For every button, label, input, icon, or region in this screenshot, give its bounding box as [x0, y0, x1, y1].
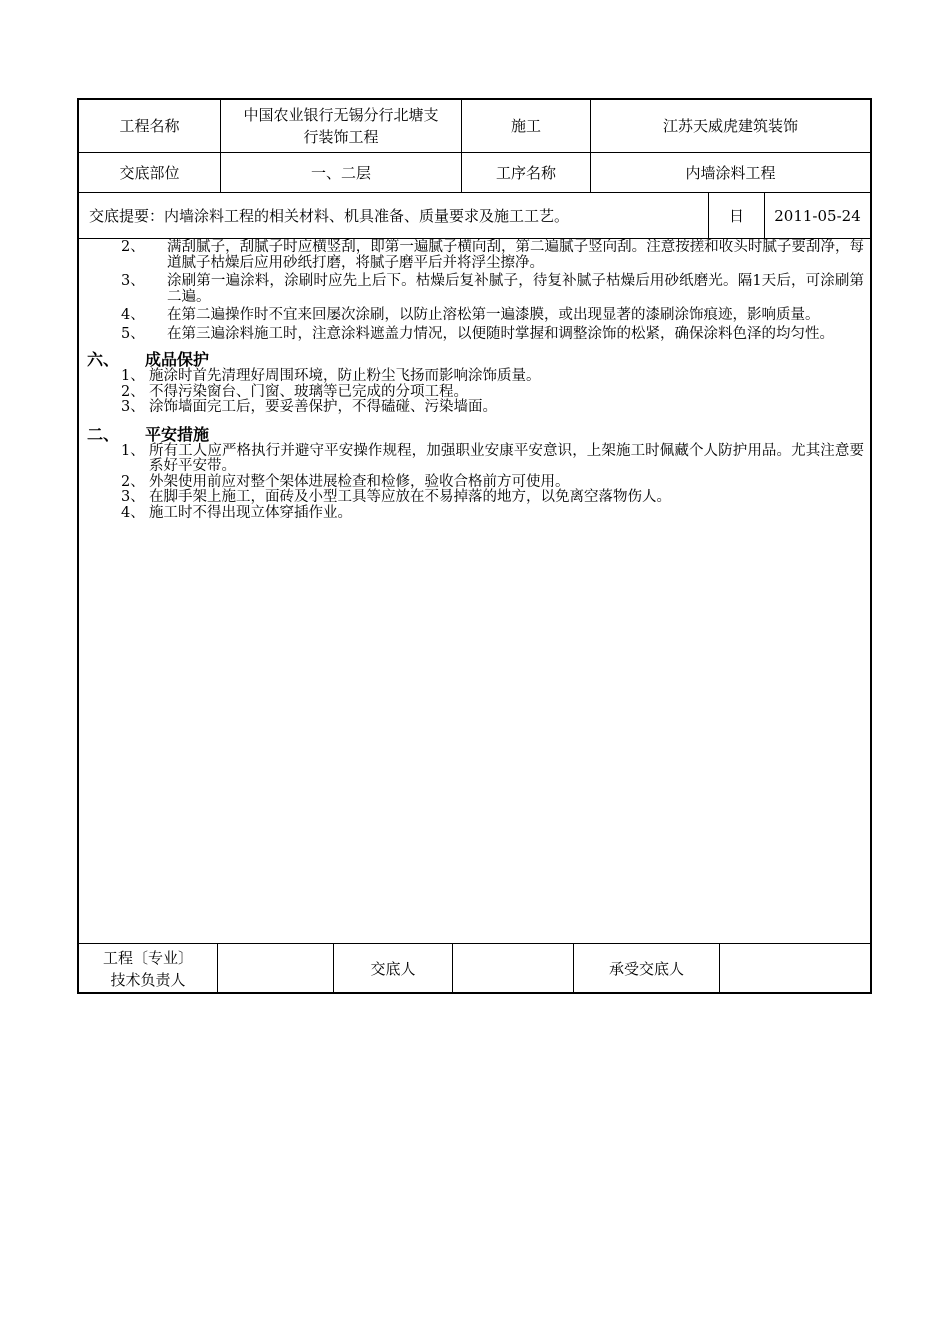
disclosure-form — [77, 98, 872, 994]
step-text: 在第三遍涂料施工时，注意涂料遮盖力情况，以便随时掌握和调整涂饰的松紧，确保涂料色泽的均匀性。 — [167, 325, 834, 342]
construction-label: 施工 — [510, 117, 541, 135]
list-item — [85, 400, 864, 416]
step-number: 5、 — [121, 325, 145, 342]
item-number: 2、 — [121, 383, 145, 400]
item-number: 2、 — [121, 473, 145, 490]
item-text: 施工时不得出现立体穿插作业。 — [149, 504, 352, 521]
disclosure-summary: 交底提要：内墙涂料工程的相关材料、机具准备、质量要求及施工工艺。 — [89, 206, 570, 225]
item-number: 1、 — [121, 368, 145, 384]
list-item — [85, 385, 864, 401]
item-text: 所有工人应严格执行并避守平安操作规程，加强职业安康平安意识，上架施工时佩藏个人防护用品。尤其注意要系好平安带。 — [149, 442, 864, 474]
step-item — [85, 274, 864, 305]
discloser-signature — [453, 944, 573, 994]
step-text: 满刮腻子，刮腻子时应横竖刮，即第一遍腻子横向刮，第二遍腻子竖向刮。注意按搓和收头时腻子要刮净，每道腻子枯燥后应用砂纸打磨，将腻子磨平后并将浮尘擦净。 — [167, 239, 864, 271]
item-text: 外架使用前应对整个架体进展检查和检修，验收合格前方可使用。 — [149, 473, 570, 490]
process-value: 内墙涂料工程 — [685, 163, 776, 182]
construction-value: 江苏天威虎建筑装饰 — [662, 117, 798, 135]
list-item — [85, 506, 864, 522]
project-name-line1: 中国农业银行无锡分行北塘支 — [243, 106, 439, 124]
list-item — [85, 444, 864, 475]
item-number: 1、 — [121, 442, 145, 459]
project-name-value — [221, 100, 461, 152]
project-name-label: 工程名称 — [119, 117, 180, 135]
section-heading — [85, 426, 864, 444]
receiver-label: 承受交底人 — [608, 960, 684, 978]
tech-lead-signature — [218, 944, 333, 994]
item-text: 涂饰墙面完工后，要妥善保护，不得磕碰、污染墙面。 — [149, 399, 497, 415]
step-number: 3、 — [121, 273, 145, 289]
step-number: 4、 — [121, 307, 145, 323]
item-text: 在脚手架上施工，面砖及小型工具等应放在不易掉落的地方，以免离空落物伤人。 — [149, 489, 671, 505]
step-item — [85, 327, 864, 343]
tech-lead-label — [79, 944, 217, 994]
item-number: 3、 — [121, 489, 145, 505]
item-text: 施涂时首先清理好周围环境，防止粉尘飞扬而影响涂饰质量。 — [149, 368, 541, 384]
section-number: 六、 — [87, 350, 120, 369]
tech-lead-label-line1: 工程〔专业〕 — [102, 949, 193, 967]
step-text: 在第二遍操作时不宜来回屡次涂刷，以防止溶松第一遍漆膜，或出现显著的漆刷涂饰痕迹，影响质量。 — [167, 307, 820, 323]
section-number: 二、 — [87, 424, 120, 444]
part-value: 一、二层 — [310, 163, 371, 182]
item-number: 4、 — [121, 504, 145, 521]
item-text: 不得污染窗台、门窗、玻璃等已完成的分项工程。 — [149, 383, 468, 400]
date-value: 2011-05-24 — [774, 206, 861, 225]
disclosure-content — [85, 240, 864, 521]
date-label: 日 — [728, 206, 744, 225]
receiver-signature — [720, 944, 870, 994]
tech-lead-label-line2: 技术负责人 — [110, 971, 186, 989]
section-title: 成品保护 — [145, 350, 210, 369]
list-item — [85, 475, 864, 491]
list-item — [85, 490, 864, 506]
step-item — [85, 308, 864, 324]
step-number: 2、 — [121, 239, 145, 255]
step-text: 涂刷第一遍涂料，涂刷时应先上后下。枯燥后复补腻子，待复补腻子枯燥后用砂纸磨光。隔1天后，可涂刷第二遍。 — [167, 273, 864, 305]
discloser-label: 交底人 — [370, 960, 416, 978]
section-title: 平安措施 — [145, 424, 210, 444]
item-number: 3、 — [121, 399, 145, 415]
list-item — [85, 369, 864, 385]
part-label: 交底部位 — [119, 163, 180, 182]
process-label: 工序名称 — [495, 163, 556, 182]
section-heading — [85, 351, 864, 369]
step-item — [85, 240, 864, 271]
project-name-line2: 行装饰工程 — [303, 128, 379, 146]
